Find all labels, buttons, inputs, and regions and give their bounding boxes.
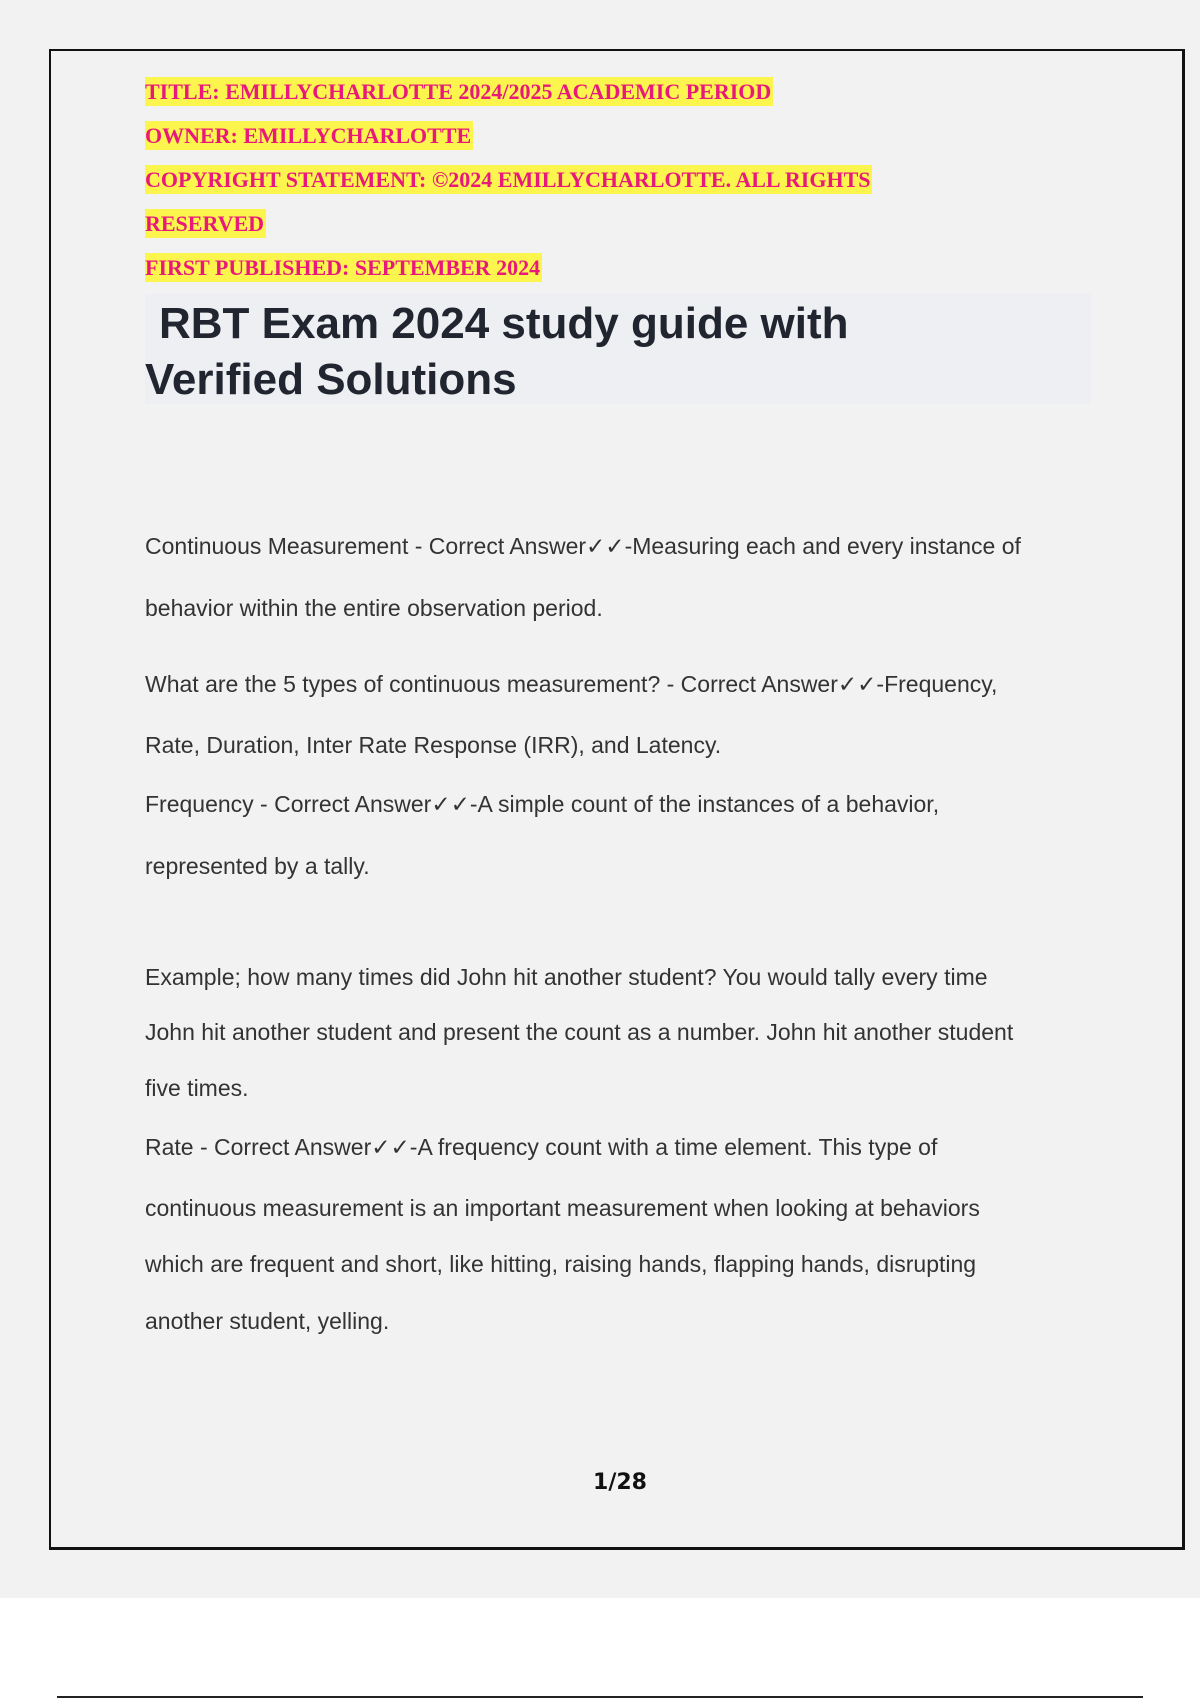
body-line: represented by a tally. (145, 853, 370, 879)
page-divider (57, 1696, 1143, 1698)
meta-copyright-line-continued: RESERVED (145, 211, 265, 236)
document-title-box (145, 294, 1091, 404)
body-line: Rate, Duration, Inter Rate Response (IRR), and Latency. (145, 732, 722, 758)
document-title-line-2: Verified Solutions (145, 355, 517, 404)
body-line: Frequency - Correct Answer✓✓-A simple count of the instances of a behavior, (145, 791, 940, 817)
meta-owner-line: OWNER: EMILLYCHARLOTTE (145, 123, 472, 148)
page-number: 1/28 (593, 1470, 647, 1495)
body-line: behavior within the entire observation period. (145, 595, 603, 621)
document-title (145, 294, 849, 408)
body-line: which are frequent and short, like hitting, raising hands, flapping hands, disrupting (145, 1251, 977, 1277)
body-line: Continuous Measurement - Correct Answer✓✓-Measuring each and every instance of (145, 533, 1021, 559)
meta-copyright-line: COPYRIGHT STATEMENT: ©2024 EMILLYCHARLOTTE. ALL RIGHTS (145, 167, 871, 192)
document-title-line-1: RBT Exam 2024 study guide with (159, 299, 849, 348)
body-line: John hit another student and present the count as a number. John hit another student (145, 1019, 1014, 1045)
body-line: What are the 5 types of continuous measurement? - Correct Answer✓✓-Frequency, (145, 671, 998, 697)
meta-title-line: TITLE: EMILLYCHARLOTTE 2024/2025 ACADEMIC PERIOD (145, 79, 772, 104)
body-line: five times. (145, 1075, 249, 1101)
body-line: another student, yelling. (145, 1308, 390, 1334)
body-line: continuous measurement is an important measurement when looking at behaviors (145, 1195, 980, 1221)
body-line: Example; how many times did John hit another student? You would tally every time (145, 964, 988, 990)
document-metadata (145, 70, 1045, 290)
body-line: Rate - Correct Answer✓✓-A frequency count with a time element. This type of (145, 1134, 938, 1160)
meta-published-line: FIRST PUBLISHED: SEPTEMBER 2024 (145, 255, 541, 280)
